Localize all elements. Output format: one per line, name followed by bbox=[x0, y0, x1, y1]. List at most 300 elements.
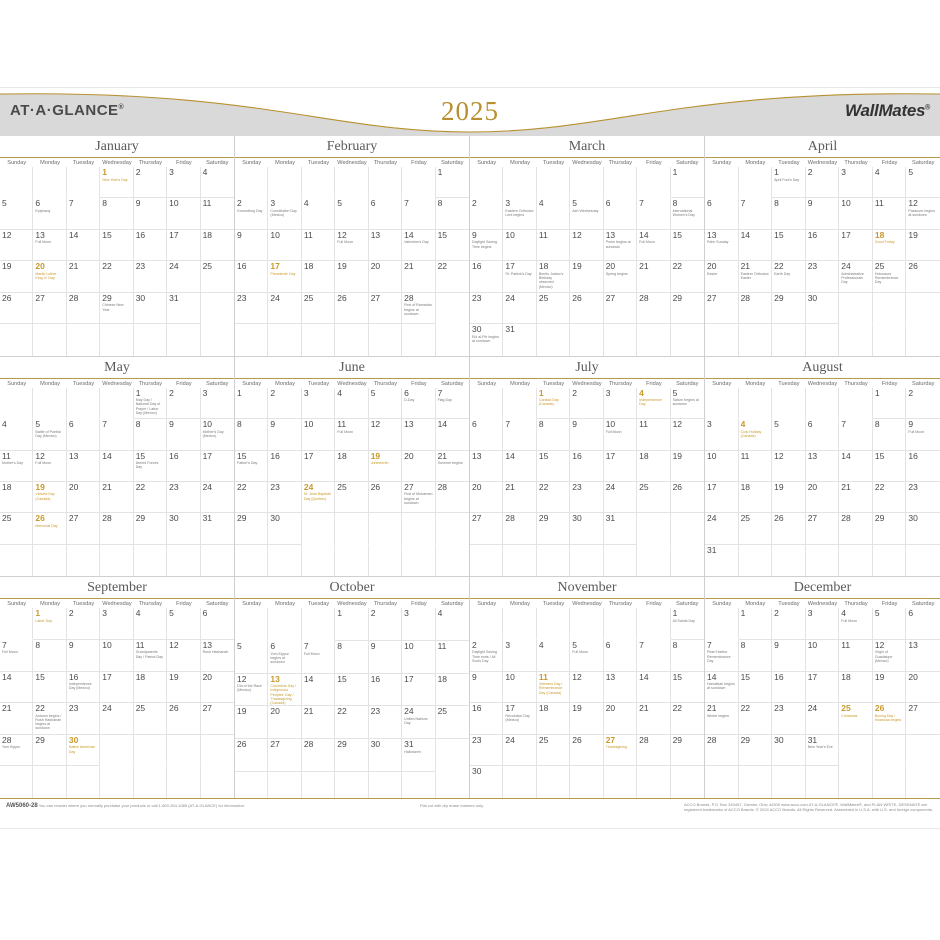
day-cell[interactable] bbox=[201, 672, 234, 704]
day-cell[interactable] bbox=[806, 419, 840, 450]
day-cell[interactable] bbox=[839, 513, 873, 544]
day-cell[interactable] bbox=[0, 482, 33, 513]
day-cell[interactable] bbox=[570, 230, 603, 261]
day-cell[interactable] bbox=[167, 451, 200, 482]
day-cell[interactable] bbox=[268, 482, 301, 513]
day-cell[interactable] bbox=[369, 641, 402, 674]
day-cell[interactable] bbox=[906, 261, 940, 292]
day-cell[interactable] bbox=[33, 482, 66, 513]
day-cell[interactable] bbox=[470, 766, 503, 798]
day-cell[interactable] bbox=[503, 482, 536, 513]
day-cell[interactable] bbox=[604, 230, 637, 261]
day-cell[interactable] bbox=[739, 230, 773, 261]
day-cell[interactable] bbox=[302, 482, 335, 513]
day-cell[interactable] bbox=[637, 672, 670, 704]
day-cell[interactable] bbox=[604, 640, 637, 672]
day-cell[interactable] bbox=[67, 293, 100, 324]
day-cell[interactable] bbox=[503, 451, 536, 482]
day-cell[interactable] bbox=[67, 513, 100, 544]
day-cell[interactable] bbox=[772, 293, 806, 324]
day-cell[interactable] bbox=[335, 739, 368, 772]
day-cell[interactable] bbox=[134, 482, 167, 513]
day-cell[interactable] bbox=[167, 293, 200, 324]
day-cell[interactable] bbox=[369, 451, 402, 482]
day-cell[interactable] bbox=[570, 198, 603, 229]
day-cell[interactable] bbox=[0, 703, 33, 735]
day-cell[interactable] bbox=[637, 198, 670, 229]
day-cell[interactable] bbox=[806, 608, 840, 640]
day-cell[interactable] bbox=[100, 261, 133, 292]
day-cell[interactable] bbox=[100, 293, 133, 324]
day-cell[interactable] bbox=[839, 672, 873, 704]
day-cell[interactable] bbox=[873, 261, 907, 292]
day-cell[interactable] bbox=[100, 230, 133, 261]
day-cell[interactable] bbox=[268, 739, 301, 772]
day-cell[interactable] bbox=[167, 513, 200, 544]
day-cell[interactable] bbox=[537, 672, 570, 704]
day-cell[interactable] bbox=[33, 640, 66, 672]
day-cell[interactable] bbox=[0, 230, 33, 261]
day-cell[interactable] bbox=[806, 482, 840, 513]
day-cell[interactable] bbox=[0, 198, 33, 229]
day-cell[interactable] bbox=[67, 640, 100, 672]
day-cell[interactable] bbox=[839, 640, 873, 672]
day-cell[interactable] bbox=[873, 513, 907, 544]
day-cell[interactable] bbox=[839, 261, 873, 292]
day-cell[interactable] bbox=[503, 703, 536, 735]
day-cell[interactable] bbox=[806, 230, 840, 261]
day-cell[interactable] bbox=[268, 674, 301, 707]
day-cell[interactable] bbox=[739, 513, 773, 544]
day-cell[interactable] bbox=[201, 167, 234, 198]
day-cell[interactable] bbox=[503, 735, 536, 767]
day-cell[interactable] bbox=[470, 640, 503, 672]
day-cell[interactable] bbox=[470, 482, 503, 513]
day-cell[interactable] bbox=[503, 513, 536, 544]
day-cell[interactable] bbox=[235, 641, 268, 674]
day-cell[interactable] bbox=[0, 261, 33, 292]
day-cell[interactable] bbox=[671, 388, 704, 419]
day-cell[interactable] bbox=[772, 198, 806, 229]
day-cell[interactable] bbox=[839, 451, 873, 482]
day-cell[interactable] bbox=[235, 674, 268, 707]
day-cell[interactable] bbox=[470, 451, 503, 482]
day-cell[interactable] bbox=[470, 293, 503, 324]
day-cell[interactable] bbox=[402, 419, 435, 450]
day-cell[interactable] bbox=[100, 608, 133, 640]
day-cell[interactable] bbox=[906, 703, 940, 735]
day-cell[interactable] bbox=[537, 451, 570, 482]
day-cell[interactable] bbox=[839, 198, 873, 229]
day-cell[interactable] bbox=[705, 513, 739, 544]
day-cell[interactable] bbox=[201, 482, 234, 513]
day-cell[interactable] bbox=[906, 167, 940, 198]
day-cell[interactable] bbox=[0, 293, 33, 324]
day-cell[interactable] bbox=[369, 198, 402, 229]
day-cell[interactable] bbox=[537, 513, 570, 544]
day-cell[interactable] bbox=[873, 672, 907, 704]
day-cell[interactable] bbox=[806, 261, 840, 292]
day-cell[interactable] bbox=[873, 198, 907, 229]
day-cell[interactable] bbox=[134, 230, 167, 261]
day-cell[interactable] bbox=[235, 419, 268, 450]
day-cell[interactable] bbox=[537, 230, 570, 261]
day-cell[interactable] bbox=[369, 706, 402, 739]
day-cell[interactable] bbox=[268, 641, 301, 674]
day-cell[interactable] bbox=[436, 388, 469, 419]
day-cell[interactable] bbox=[637, 293, 670, 324]
day-cell[interactable] bbox=[436, 706, 469, 739]
day-cell[interactable] bbox=[906, 198, 940, 229]
day-cell[interactable] bbox=[503, 419, 536, 450]
day-cell[interactable] bbox=[671, 293, 704, 324]
day-cell[interactable] bbox=[369, 739, 402, 772]
day-cell[interactable] bbox=[873, 388, 907, 419]
day-cell[interactable] bbox=[167, 703, 200, 735]
day-cell[interactable] bbox=[369, 674, 402, 707]
day-cell[interactable] bbox=[839, 230, 873, 261]
day-cell[interactable] bbox=[268, 451, 301, 482]
day-cell[interactable] bbox=[503, 261, 536, 292]
day-cell[interactable] bbox=[772, 419, 806, 450]
day-cell[interactable] bbox=[201, 261, 234, 292]
day-cell[interactable] bbox=[134, 167, 167, 198]
day-cell[interactable] bbox=[470, 703, 503, 735]
day-cell[interactable] bbox=[604, 513, 637, 544]
day-cell[interactable] bbox=[369, 261, 402, 292]
day-cell[interactable] bbox=[637, 230, 670, 261]
day-cell[interactable] bbox=[33, 198, 66, 229]
day-cell[interactable] bbox=[637, 482, 670, 513]
day-cell[interactable] bbox=[570, 261, 603, 292]
day-cell[interactable] bbox=[637, 388, 670, 419]
day-cell[interactable] bbox=[772, 608, 806, 640]
day-cell[interactable] bbox=[235, 230, 268, 261]
day-cell[interactable] bbox=[806, 198, 840, 229]
day-cell[interactable] bbox=[235, 293, 268, 324]
day-cell[interactable] bbox=[739, 703, 773, 735]
day-cell[interactable] bbox=[67, 703, 100, 735]
day-cell[interactable] bbox=[167, 672, 200, 704]
day-cell[interactable] bbox=[0, 419, 33, 450]
day-cell[interactable] bbox=[873, 451, 907, 482]
day-cell[interactable] bbox=[235, 513, 268, 544]
day-cell[interactable] bbox=[705, 198, 739, 229]
day-cell[interactable] bbox=[268, 419, 301, 450]
day-cell[interactable] bbox=[33, 735, 66, 767]
day-cell[interactable] bbox=[33, 261, 66, 292]
day-cell[interactable] bbox=[402, 706, 435, 739]
day-cell[interactable] bbox=[134, 703, 167, 735]
day-cell[interactable] bbox=[436, 608, 469, 641]
day-cell[interactable] bbox=[167, 261, 200, 292]
day-cell[interactable] bbox=[402, 482, 435, 513]
day-cell[interactable] bbox=[335, 608, 368, 641]
day-cell[interactable] bbox=[470, 230, 503, 261]
day-cell[interactable] bbox=[100, 703, 133, 735]
day-cell[interactable] bbox=[705, 230, 739, 261]
day-cell[interactable] bbox=[436, 167, 469, 198]
day-cell[interactable] bbox=[873, 482, 907, 513]
day-cell[interactable] bbox=[268, 388, 301, 419]
day-cell[interactable] bbox=[402, 608, 435, 641]
day-cell[interactable] bbox=[402, 451, 435, 482]
day-cell[interactable] bbox=[705, 419, 739, 450]
day-cell[interactable] bbox=[739, 608, 773, 640]
day-cell[interactable] bbox=[604, 703, 637, 735]
day-cell[interactable] bbox=[67, 261, 100, 292]
day-cell[interactable] bbox=[67, 482, 100, 513]
day-cell[interactable] bbox=[739, 451, 773, 482]
day-cell[interactable] bbox=[839, 703, 873, 735]
day-cell[interactable] bbox=[201, 198, 234, 229]
day-cell[interactable] bbox=[201, 230, 234, 261]
day-cell[interactable] bbox=[570, 703, 603, 735]
day-cell[interactable] bbox=[67, 672, 100, 704]
day-cell[interactable] bbox=[167, 388, 200, 419]
day-cell[interactable] bbox=[235, 706, 268, 739]
day-cell[interactable] bbox=[671, 672, 704, 704]
day-cell[interactable] bbox=[100, 419, 133, 450]
day-cell[interactable] bbox=[604, 293, 637, 324]
day-cell[interactable] bbox=[671, 261, 704, 292]
day-cell[interactable] bbox=[906, 482, 940, 513]
day-cell[interactable] bbox=[671, 735, 704, 767]
day-cell[interactable] bbox=[335, 641, 368, 674]
day-cell[interactable] bbox=[167, 167, 200, 198]
day-cell[interactable] bbox=[503, 198, 536, 229]
day-cell[interactable] bbox=[873, 608, 907, 640]
day-cell[interactable] bbox=[570, 513, 603, 544]
day-cell[interactable] bbox=[335, 261, 368, 292]
day-cell[interactable] bbox=[637, 419, 670, 450]
day-cell[interactable] bbox=[570, 735, 603, 767]
day-cell[interactable] bbox=[739, 735, 773, 767]
day-cell[interactable] bbox=[167, 482, 200, 513]
day-cell[interactable] bbox=[67, 451, 100, 482]
day-cell[interactable] bbox=[470, 735, 503, 767]
day-cell[interactable] bbox=[503, 324, 536, 355]
day-cell[interactable] bbox=[0, 640, 33, 672]
day-cell[interactable] bbox=[134, 640, 167, 672]
day-cell[interactable] bbox=[0, 513, 33, 544]
day-cell[interactable] bbox=[637, 735, 670, 767]
day-cell[interactable] bbox=[134, 388, 167, 419]
day-cell[interactable] bbox=[402, 641, 435, 674]
day-cell[interactable] bbox=[335, 706, 368, 739]
day-cell[interactable] bbox=[637, 703, 670, 735]
day-cell[interactable] bbox=[604, 672, 637, 704]
day-cell[interactable] bbox=[705, 703, 739, 735]
day-cell[interactable] bbox=[671, 198, 704, 229]
day-cell[interactable] bbox=[470, 324, 503, 355]
day-cell[interactable] bbox=[33, 293, 66, 324]
day-cell[interactable] bbox=[369, 482, 402, 513]
day-cell[interactable] bbox=[201, 388, 234, 419]
day-cell[interactable] bbox=[570, 672, 603, 704]
day-cell[interactable] bbox=[100, 640, 133, 672]
day-cell[interactable] bbox=[402, 739, 435, 772]
day-cell[interactable] bbox=[772, 703, 806, 735]
day-cell[interactable] bbox=[537, 640, 570, 672]
day-cell[interactable] bbox=[436, 641, 469, 674]
day-cell[interactable] bbox=[705, 451, 739, 482]
day-cell[interactable] bbox=[705, 672, 739, 704]
day-cell[interactable] bbox=[671, 608, 704, 640]
day-cell[interactable] bbox=[772, 230, 806, 261]
day-cell[interactable] bbox=[67, 198, 100, 229]
day-cell[interactable] bbox=[436, 482, 469, 513]
day-cell[interactable] bbox=[235, 451, 268, 482]
day-cell[interactable] bbox=[806, 293, 840, 324]
day-cell[interactable] bbox=[436, 419, 469, 450]
day-cell[interactable] bbox=[604, 261, 637, 292]
day-cell[interactable] bbox=[772, 672, 806, 704]
day-cell[interactable] bbox=[671, 230, 704, 261]
day-cell[interactable] bbox=[537, 261, 570, 292]
day-cell[interactable] bbox=[33, 513, 66, 544]
day-cell[interactable] bbox=[873, 703, 907, 735]
day-cell[interactable] bbox=[604, 451, 637, 482]
day-cell[interactable] bbox=[705, 293, 739, 324]
day-cell[interactable] bbox=[402, 293, 435, 324]
day-cell[interactable] bbox=[302, 419, 335, 450]
day-cell[interactable] bbox=[503, 672, 536, 704]
day-cell[interactable] bbox=[67, 735, 100, 767]
day-cell[interactable] bbox=[100, 451, 133, 482]
day-cell[interactable] bbox=[268, 706, 301, 739]
day-cell[interactable] bbox=[806, 451, 840, 482]
day-cell[interactable] bbox=[335, 674, 368, 707]
day-cell[interactable] bbox=[201, 608, 234, 640]
day-cell[interactable] bbox=[335, 482, 368, 513]
day-cell[interactable] bbox=[806, 167, 840, 198]
day-cell[interactable] bbox=[134, 672, 167, 704]
day-cell[interactable] bbox=[906, 230, 940, 261]
day-cell[interactable] bbox=[772, 167, 806, 198]
day-cell[interactable] bbox=[134, 513, 167, 544]
day-cell[interactable] bbox=[537, 388, 570, 419]
day-cell[interactable] bbox=[806, 640, 840, 672]
day-cell[interactable] bbox=[705, 735, 739, 767]
day-cell[interactable] bbox=[436, 230, 469, 261]
day-cell[interactable] bbox=[739, 261, 773, 292]
day-cell[interactable] bbox=[739, 198, 773, 229]
day-cell[interactable] bbox=[873, 230, 907, 261]
day-cell[interactable] bbox=[503, 230, 536, 261]
day-cell[interactable] bbox=[67, 419, 100, 450]
day-cell[interactable] bbox=[470, 198, 503, 229]
day-cell[interactable] bbox=[201, 513, 234, 544]
day-cell[interactable] bbox=[167, 419, 200, 450]
day-cell[interactable] bbox=[671, 451, 704, 482]
day-cell[interactable] bbox=[739, 482, 773, 513]
day-cell[interactable] bbox=[806, 735, 840, 767]
day-cell[interactable] bbox=[369, 230, 402, 261]
day-cell[interactable] bbox=[33, 230, 66, 261]
day-cell[interactable] bbox=[637, 451, 670, 482]
day-cell[interactable] bbox=[201, 640, 234, 672]
day-cell[interactable] bbox=[100, 672, 133, 704]
day-cell[interactable] bbox=[537, 293, 570, 324]
day-cell[interactable] bbox=[33, 672, 66, 704]
day-cell[interactable] bbox=[906, 640, 940, 672]
day-cell[interactable] bbox=[739, 293, 773, 324]
day-cell[interactable] bbox=[167, 608, 200, 640]
day-cell[interactable] bbox=[268, 293, 301, 324]
day-cell[interactable] bbox=[134, 451, 167, 482]
day-cell[interactable] bbox=[436, 261, 469, 292]
day-cell[interactable] bbox=[739, 640, 773, 672]
day-cell[interactable] bbox=[739, 672, 773, 704]
day-cell[interactable] bbox=[671, 482, 704, 513]
day-cell[interactable] bbox=[839, 167, 873, 198]
day-cell[interactable] bbox=[671, 167, 704, 198]
day-cell[interactable] bbox=[537, 482, 570, 513]
day-cell[interactable] bbox=[235, 198, 268, 229]
day-cell[interactable] bbox=[671, 419, 704, 450]
day-cell[interactable] bbox=[302, 198, 335, 229]
day-cell[interactable] bbox=[201, 419, 234, 450]
day-cell[interactable] bbox=[671, 703, 704, 735]
day-cell[interactable] bbox=[436, 198, 469, 229]
day-cell[interactable] bbox=[302, 641, 335, 674]
day-cell[interactable] bbox=[369, 293, 402, 324]
day-cell[interactable] bbox=[167, 198, 200, 229]
day-cell[interactable] bbox=[570, 293, 603, 324]
day-cell[interactable] bbox=[369, 419, 402, 450]
day-cell[interactable] bbox=[268, 198, 301, 229]
day-cell[interactable] bbox=[33, 451, 66, 482]
day-cell[interactable] bbox=[302, 674, 335, 707]
day-cell[interactable] bbox=[470, 261, 503, 292]
day-cell[interactable] bbox=[772, 451, 806, 482]
day-cell[interactable] bbox=[335, 293, 368, 324]
day-cell[interactable] bbox=[302, 388, 335, 419]
day-cell[interactable] bbox=[772, 640, 806, 672]
day-cell[interactable] bbox=[402, 261, 435, 292]
day-cell[interactable] bbox=[268, 261, 301, 292]
day-cell[interactable] bbox=[772, 482, 806, 513]
day-cell[interactable] bbox=[402, 388, 435, 419]
day-cell[interactable] bbox=[201, 451, 234, 482]
day-cell[interactable] bbox=[268, 513, 301, 544]
day-cell[interactable] bbox=[705, 261, 739, 292]
day-cell[interactable] bbox=[503, 640, 536, 672]
day-cell[interactable] bbox=[906, 513, 940, 544]
day-cell[interactable] bbox=[33, 608, 66, 640]
day-cell[interactable] bbox=[806, 703, 840, 735]
day-cell[interactable] bbox=[100, 198, 133, 229]
day-cell[interactable] bbox=[402, 674, 435, 707]
day-cell[interactable] bbox=[873, 640, 907, 672]
day-cell[interactable] bbox=[637, 640, 670, 672]
day-cell[interactable] bbox=[503, 293, 536, 324]
day-cell[interactable] bbox=[570, 388, 603, 419]
day-cell[interactable] bbox=[235, 261, 268, 292]
day-cell[interactable] bbox=[637, 261, 670, 292]
day-cell[interactable] bbox=[873, 419, 907, 450]
day-cell[interactable] bbox=[806, 672, 840, 704]
day-cell[interactable] bbox=[33, 419, 66, 450]
day-cell[interactable] bbox=[671, 640, 704, 672]
day-cell[interactable] bbox=[302, 261, 335, 292]
day-cell[interactable] bbox=[134, 261, 167, 292]
day-cell[interactable] bbox=[369, 388, 402, 419]
day-cell[interactable] bbox=[134, 198, 167, 229]
day-cell[interactable] bbox=[537, 198, 570, 229]
day-cell[interactable] bbox=[134, 608, 167, 640]
